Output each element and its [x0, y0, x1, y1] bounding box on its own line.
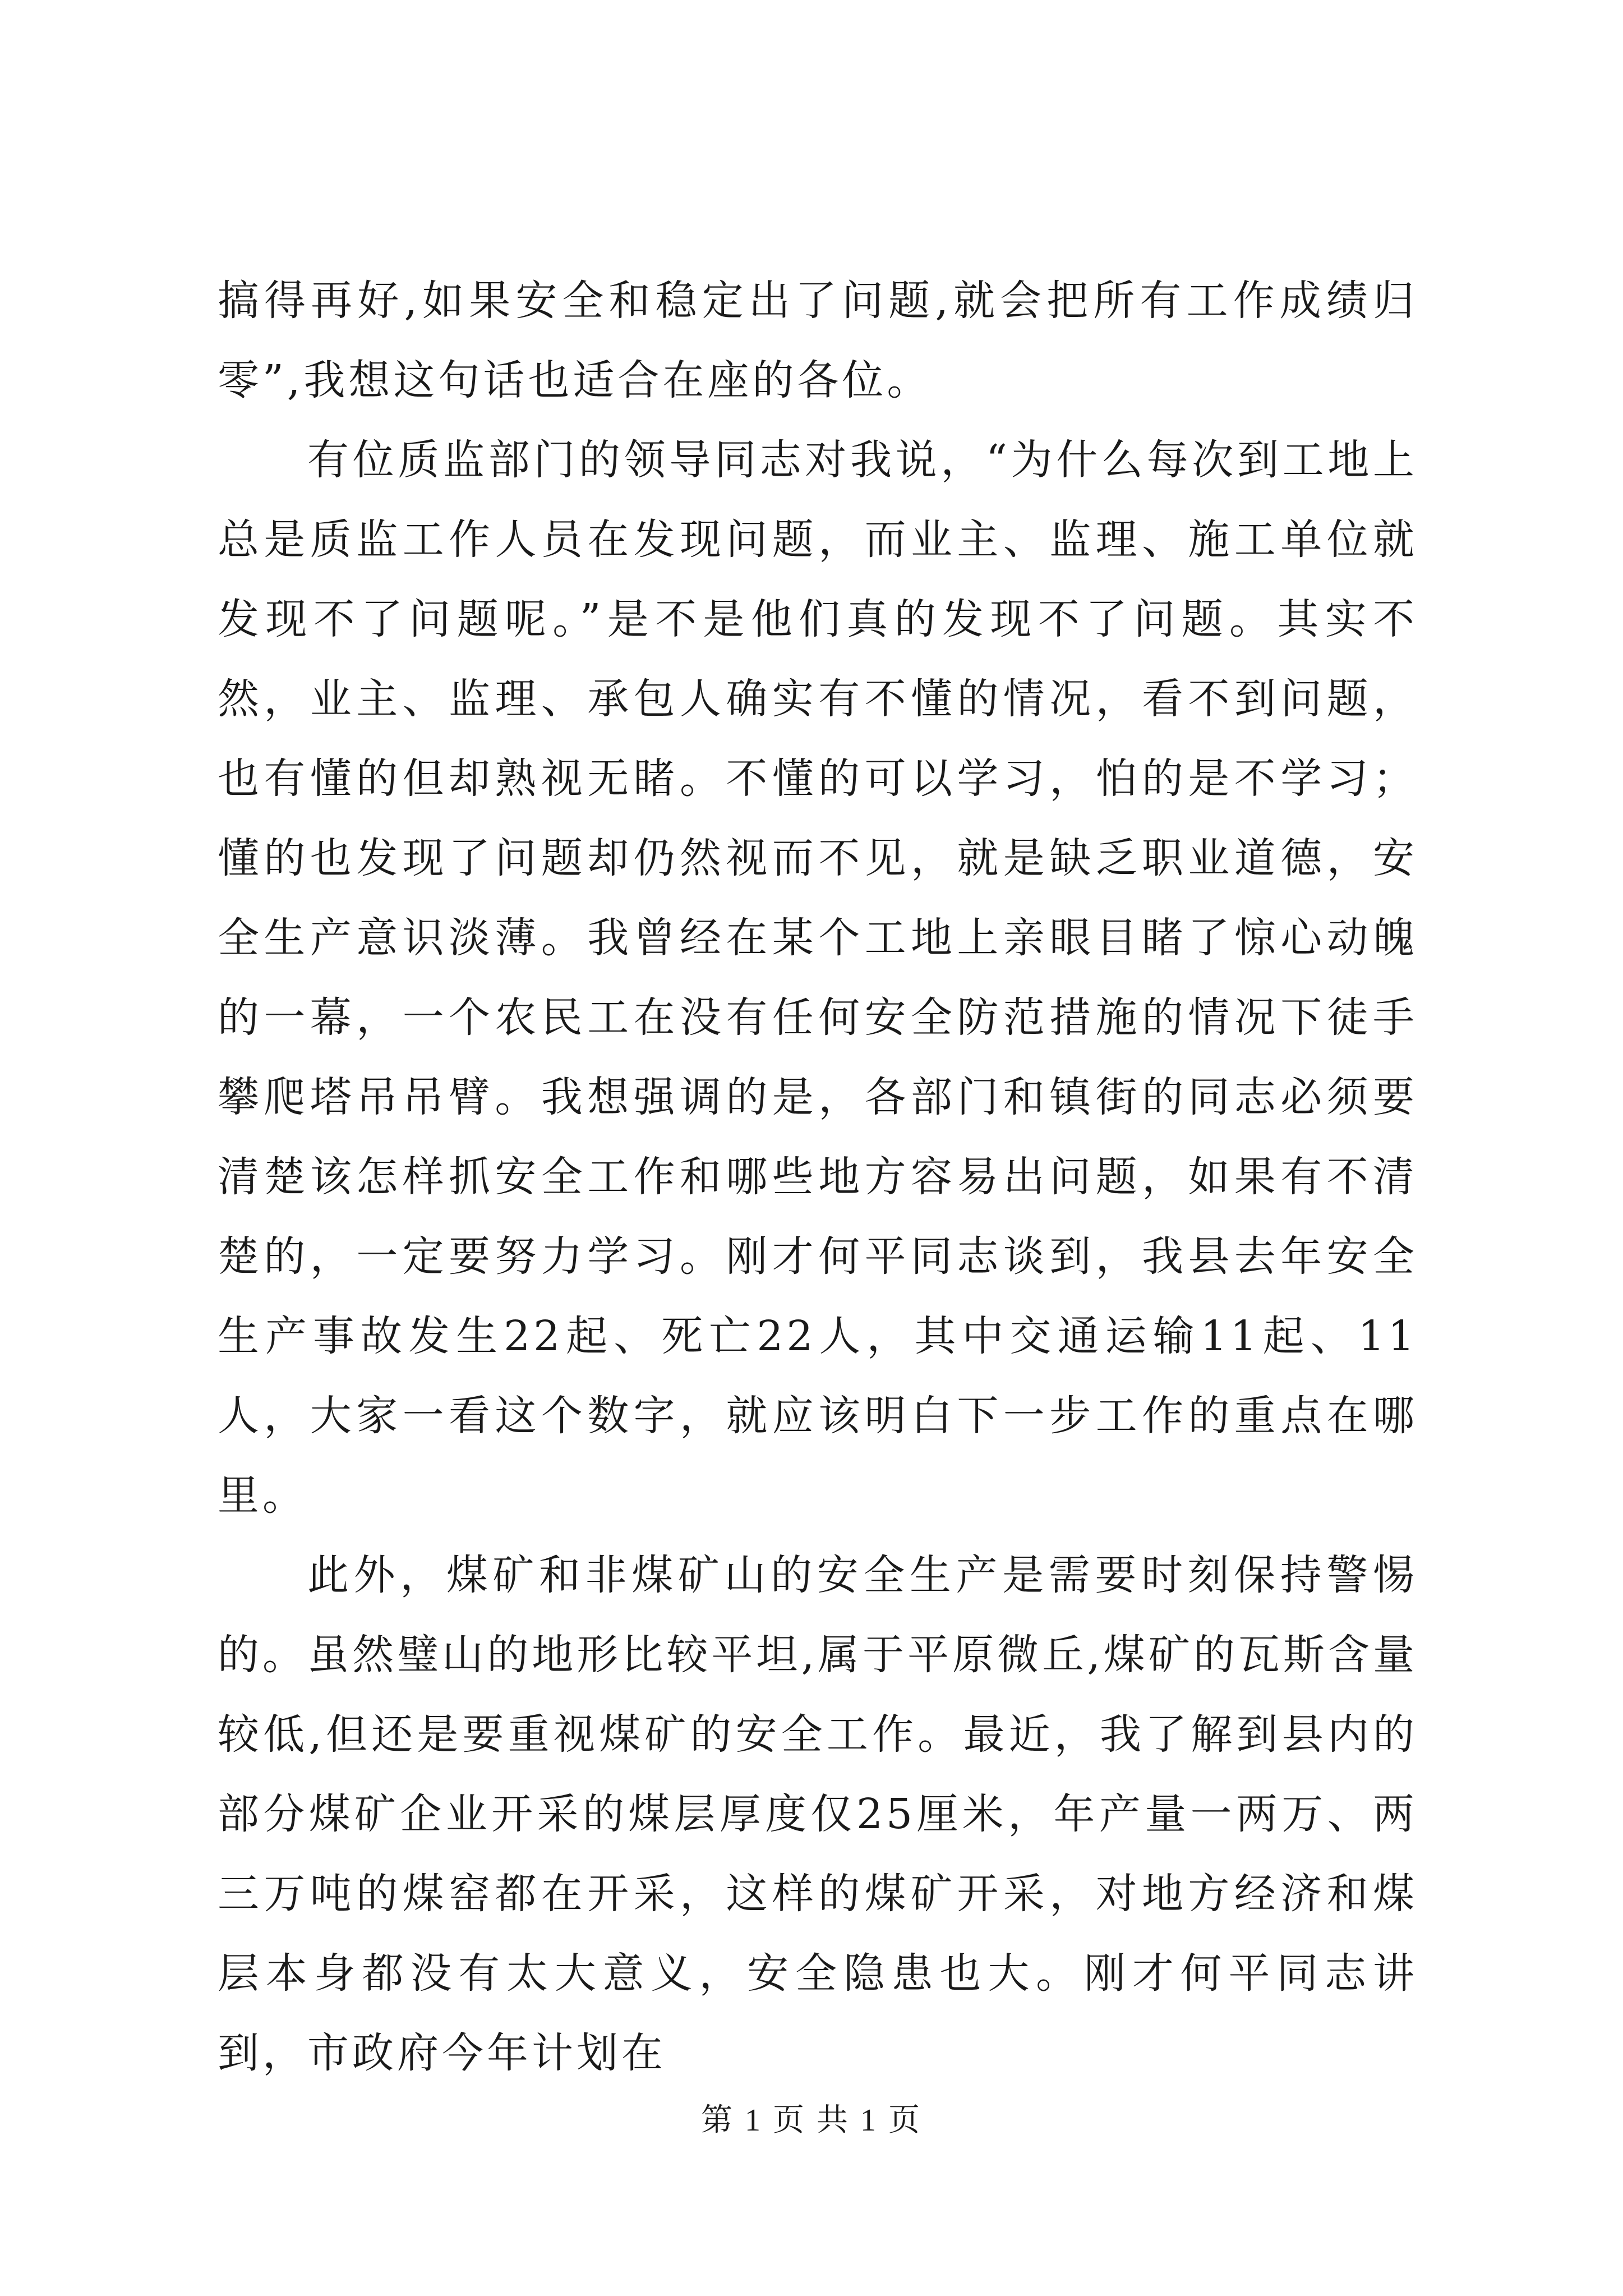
paragraph-coal-mine-safety: 此外，煤矿和非煤矿山的安全生产是需要时刻保持警惕的。虽然璧山的地形比较平坦,属于平原微丘,煤矿的瓦斯含量较低,但还是要重视煤矿的安全工作。最近，我了解到县内的部分煤矿企业开采的煤层厚度仅25厘米，年产量一两万、两三万吨的煤窑都在开采，这样的煤矿开采，对地方经济和煤层本身都没有太大意义，安全隐患也大。刚才何平同志讲到，市政府今年计划在 [218, 1551, 1418, 2077]
page-number-label: 第 1 页 共 1 页 [701, 2103, 922, 2138]
paragraph-quality-supervision: 有位质监部门的领导同志对我说，“为什么每次到工地上总是质监工作人员在发现问题，而业主、监理、施工单位就发现不了问题呢。”是不是他们真的发现不了问题。其实不然，业主、监理、承包人确实有不懂的情况，看不到问题，也有懂的但却熟视无睹。不懂的可以学习，怕的是不学习；懂的也发现了问题却仍然视而不见，就是缺乏职业道德，安全生产意识淡薄。我曾经在某个工地上亲眼目睹了惊心动魄的一幕，一个农民工在没有任何安全防范措施的情况下徒手攀爬塔吊吊臂。我想强调的是，各部门和镇街的同志必须要清楚该怎样抓安全工作和哪些地方容易出问题，如果有不清楚的，一定要努力学习。刚才何平同志谈到，我县去年安全生产事故发生22起、死亡22人，其中交通运输11起、11人，大家一看这个数字，就应该明白下一步工作的重点在哪里。 [218, 436, 1418, 1520]
document-body [218, 261, 1418, 2093]
page-footer [0, 2098, 1623, 2143]
paragraph-continuation: 搞得再好,如果安全和稳定出了问题,就会把所有工作成绩归零”,我想这句话也适合在座的各位。 [218, 277, 1418, 404]
